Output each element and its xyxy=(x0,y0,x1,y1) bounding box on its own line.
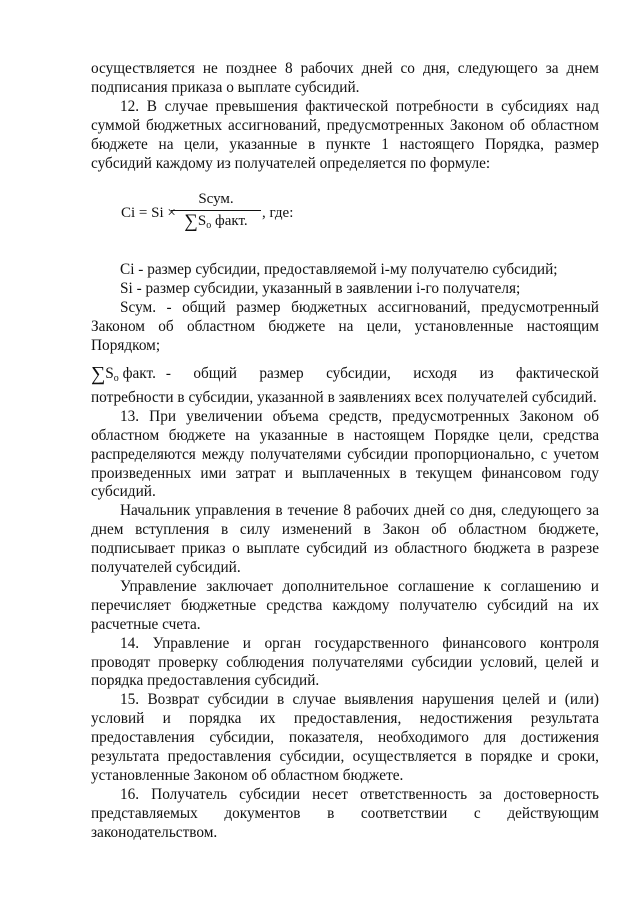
sum-fact: факт. xyxy=(118,364,156,382)
definition-sum-first: - общий размер субсидии, исходя из фактической xyxy=(165,364,599,382)
denominator-fact: факт. xyxy=(211,213,248,230)
definition-sum-rest: потребности в субсидии, указанной в заявлениях всех получателей субсидий. xyxy=(91,388,597,406)
paragraph-14: 14. Управление и орган государственного финансового контроля проводят проверку соблюдения получателями субсидии условий, целей и порядка предоставления субсидий. xyxy=(91,634,599,690)
paragraph-15: 15. Возврат субсидии в случае выявления нарушения целей и (или) условий и порядка их предоставления, недостижения результата предоставления субсидии, показателя, необходимого для достижения результата предоставления субсидии, осуществляется в порядке и сроки, установленные Законом об областном бюджете. xyxy=(91,691,599,784)
paragraph-13: 13. При увеличении объема средств, предусмотренных Законом об областном бюджете на указанные в настоящем Порядке цели, средства распределяются между получателями субсидии пропорционально, с учетом произведенных ими затрат и выплаченных в текущем финансовом году субсидий. xyxy=(91,407,599,501)
formula-fraction xyxy=(171,191,261,235)
definition-ci: Ci - размер субсидии, предоставляемой i-му получателю субсидий; xyxy=(120,261,558,279)
paragraph-16: 16. Получатель субсидии несет ответственность за достоверность представляемых документов в соответствии с действующим законодательством. xyxy=(91,785,599,841)
sum-subscript: о xyxy=(113,372,119,384)
denominator-s: S xyxy=(197,213,207,230)
document-page xyxy=(91,60,599,843)
sum-symbol: ∑ xyxy=(184,211,198,233)
definition-si: Si - размер субсидии, указанный в заявлении i-го получателя; xyxy=(120,280,521,298)
denominator-subscript: о xyxy=(206,220,212,232)
formula-lhs: Ci = Si × xyxy=(121,205,176,222)
sum-s: S xyxy=(105,364,114,382)
paragraph-continuation: осуществляется не позднее 8 рабочих дней со дня, следующего за днем подписания приказа о выплате субсидий. xyxy=(91,60,599,96)
sum-expression xyxy=(91,362,156,389)
definition-sum-line xyxy=(91,362,599,389)
sum-symbol-inline: ∑ xyxy=(91,362,106,385)
paragraph-13-head: Начальник управления в течение 8 рабочих дней со дня, следующего за днем вступления в силу изменений в Закон об областном бюджете, подписывает приказ о выплате субсидий из областного бюджета в разрезе получателей субсидий. xyxy=(91,502,599,577)
paragraph-13-agreement: Управление заключает дополнительное соглашение к соглашению и перечисляет бюджетные средства каждому получателю субсидий на их расчетные счета. xyxy=(91,577,599,633)
subsidy-formula xyxy=(91,191,599,253)
paragraph-12: 12. В случае превышения фактической потребности в субсидиях над суммой бюджетных ассигнований, предусмотренных Законом об областном бюджете на цели, указанные в пункте 1 настоящего Порядка, размер субсидий каждому из получателей определяется по формуле: xyxy=(91,97,599,172)
formula-denominator xyxy=(171,212,261,235)
formula-where: , где: xyxy=(262,205,294,222)
formula-numerator: Sсум. xyxy=(198,191,234,208)
definition-ssum: Sсум. - общий размер бюджетных ассигнований, предусмотренный Законом об областном бюджете на цели, установленные настоящим Порядком; xyxy=(91,299,599,355)
